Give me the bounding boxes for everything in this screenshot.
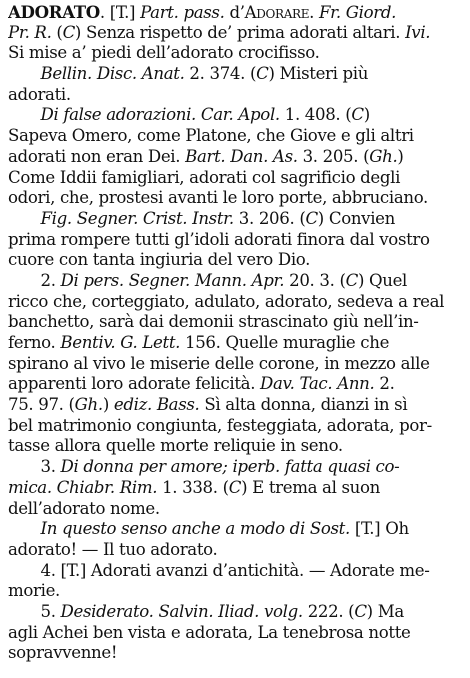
entry-line <box>8 333 462 354</box>
entry-text-run: ) <box>397 146 404 166</box>
entry-text-run: . [T.] <box>99 3 141 22</box>
entry-text-run: d’ <box>224 3 245 22</box>
entry-line <box>8 354 462 375</box>
entry-line <box>8 519 462 540</box>
entry-text-run: In questo senso anche a modo di Sost. <box>40 519 350 539</box>
entry-line <box>8 374 462 395</box>
entry-text-run: morie. <box>8 581 60 601</box>
entry-text-run: 5. <box>8 601 61 621</box>
entry-text-run: Fig. Segner. Crist. Instr. <box>40 208 234 228</box>
entry-line <box>8 643 462 664</box>
entry-text-run: spirano al vivo le miserie delle corone, in mezzo alle <box>8 353 430 373</box>
entry-text-run: 4. [T.] Adorati avanzi d’antichità. — Adorate me- <box>8 560 430 580</box>
entry-text-run: Desiderato. Salvin. Iliad. volg. <box>60 601 303 621</box>
entry-text-run: Dav. Tac. Ann. <box>260 374 375 394</box>
entry-text-run <box>8 519 41 538</box>
entry-line <box>8 64 462 85</box>
entry-text-run: 2. 374. ( <box>184 64 257 84</box>
entry-line <box>8 250 462 271</box>
entry-line <box>8 43 462 64</box>
entry-text-run: dell’adorato nome. <box>8 498 160 518</box>
entry-line <box>8 581 462 602</box>
entry-text-run: 75. 97. ( <box>8 395 75 415</box>
entry-text-run: Si mise a’ piedi dell’adorato crocifisso. <box>8 43 320 63</box>
entry-text-run: adorati. <box>8 84 71 104</box>
entry-text-run: ) Ma <box>366 601 404 621</box>
entry-text-run: ) E trema al suon <box>241 477 380 497</box>
entry-line <box>8 623 462 644</box>
entry-text-run: 2. <box>374 374 395 394</box>
entry-text-run: 156. Quelle muraglie che <box>180 333 390 352</box>
entry-line <box>8 147 462 168</box>
entry-text-run: sopravvenne! <box>8 643 118 663</box>
entry-text-run: 3. 206. ( <box>233 208 306 228</box>
entry-line <box>8 126 462 147</box>
entry-text-run: Gh. <box>74 395 103 415</box>
entry-text-run: Part. pass. <box>140 3 225 22</box>
entry-text-run: ) Quel <box>357 270 408 290</box>
entry-text-run: 1. 408. ( <box>279 105 352 125</box>
entry-line <box>8 436 462 457</box>
entry-line <box>8 271 462 292</box>
entry-text-run <box>8 209 41 228</box>
entry-line <box>8 602 462 623</box>
entry-line <box>8 292 462 313</box>
entry-text-run: Di false adorazioni. Car. Apol. <box>40 105 280 125</box>
entry-text-run: Pr. R. <box>8 22 52 42</box>
entry-text-run: Di pers. Segner. Mann. Apr. <box>60 270 285 290</box>
entry-text-run: adorati non eran Dei. <box>8 146 186 166</box>
entry-text-run: ediz. Bass. <box>113 395 200 415</box>
entry-text-run: Come Iddii famigliari, adorati col sagrificio degli <box>8 167 401 187</box>
entry-line <box>8 168 462 189</box>
entry-text-run: prima rompere tutti gl’idoli adorati finora dal vostro <box>8 229 430 249</box>
entry-line <box>8 2 462 23</box>
entry-text-run: ricco che, corteggiato, adulato, adorato, sedeva a real <box>8 291 445 311</box>
entry-text-run: C <box>228 477 242 497</box>
entry-line <box>8 209 462 230</box>
entry-text-run: Ivi. <box>405 22 431 42</box>
entry-line <box>8 188 462 209</box>
entry-text-run: ) <box>363 105 370 125</box>
entry-text-run: C <box>345 270 358 290</box>
entry-line <box>8 105 462 126</box>
entry-line <box>8 230 462 251</box>
dictionary-entry-adorato <box>8 2 462 664</box>
entry-text-run: Fr. Giord. <box>319 3 397 22</box>
entry-line <box>8 395 462 416</box>
entry-text-run: ) Misteri più <box>268 64 369 84</box>
entry-line <box>8 457 462 478</box>
entry-text-run: C <box>256 64 269 84</box>
entry-text-run: Adorare <box>244 3 310 22</box>
entry-text-run: odori, che, prostesi avanti le loro porte, abbruciano. <box>8 188 428 208</box>
entry-line <box>8 561 462 582</box>
entry-text-run: ) <box>102 395 114 415</box>
entry-text-run: Gh. <box>369 146 398 166</box>
entry-text-run: banchetto, sarà dai demonii strascinato giù nell’in- <box>8 312 419 332</box>
entry-line <box>8 540 462 561</box>
entry-text-run: agli Achei ben vista e adorata, La tenebrosa notte <box>8 622 411 642</box>
entry-text-run: cuore con tanta ingiuria del vero Dio. <box>8 250 311 270</box>
entry-text-run: C <box>305 208 318 228</box>
entry-text-run: Sì alta donna, dianzi in sì <box>199 395 408 415</box>
entry-text-run: . <box>309 3 319 22</box>
entry-text-run: 2. <box>8 270 61 290</box>
entry-text-run: Di donna per amore; iperb. fatta quasi co- <box>60 457 400 477</box>
entry-text-run: ) Convien <box>317 208 395 228</box>
entry-text-run: ( <box>51 22 63 42</box>
entry-text-run: 20. 3. ( <box>284 270 346 290</box>
entry-text-run: 222. ( <box>302 601 355 621</box>
entry-line <box>8 312 462 333</box>
entry-text-run <box>8 64 41 83</box>
entry-text-run: adorato! — Il tuo adorato. <box>8 539 218 559</box>
entry-text-run: ) Senza rispetto de’ prima adorati altari. <box>74 22 406 42</box>
entry-line <box>8 85 462 106</box>
entry-text-run: ferno. <box>8 333 61 352</box>
entry-text-run: 3. <box>8 457 61 477</box>
entry-text-run: C <box>62 22 75 42</box>
entry-line <box>8 499 462 520</box>
entry-text-run: tasse allora quelle morte reliquie in seno. <box>8 436 343 456</box>
entry-text-run: apparenti loro adorate felicità. <box>8 374 261 394</box>
entry-line <box>8 416 462 437</box>
entry-text-run: 1. 338. ( <box>157 477 229 497</box>
entry-text-run: [T.] Oh <box>349 519 409 539</box>
entry-text-run: bel matrimonio congiunta, festeggiata, adorata, por- <box>8 415 432 435</box>
entry-text-run: mica. Chiabr. Rim. <box>8 477 158 497</box>
entry-text-run: Bart. Dan. As. <box>185 146 298 166</box>
entry-line <box>8 23 462 44</box>
entry-line <box>8 478 462 499</box>
entry-text-run: Bellin. Disc. Anat. <box>40 64 185 84</box>
entry-text-run <box>8 105 41 124</box>
entry-text-run: C <box>351 105 364 125</box>
entry-text-run: 3. 205. ( <box>297 146 370 166</box>
entry-text-run: C <box>354 601 367 621</box>
entry-text-run: Bentiv. G. Lett. <box>60 333 181 352</box>
entry-text-run: Sapeva Omero, come Platone, che Giove e gli altri <box>8 126 414 146</box>
entry-text-run: ADORATO <box>8 2 100 22</box>
